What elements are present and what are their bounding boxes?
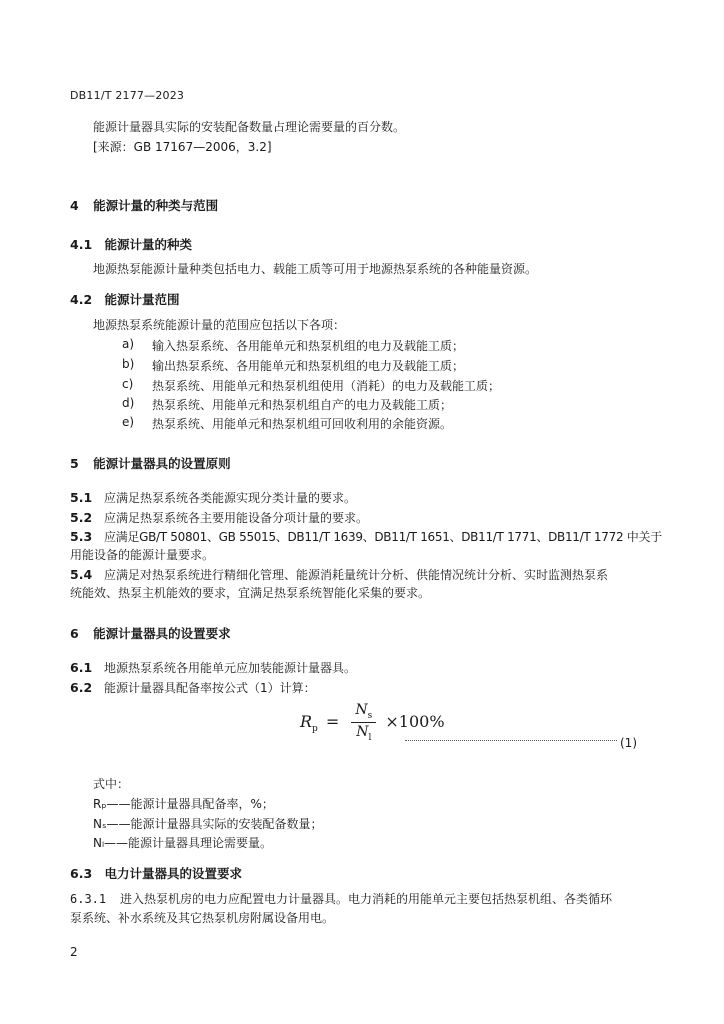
list-text: 输出热泵系统、各用能单元和热泵机组的电力及载能工质； (152, 359, 465, 373)
clause-text: 地源热泵系统各用能单元应加装能源计量器具。 (103, 661, 356, 675)
symbol-definition: ——能源计量器具配备率，%； (106, 797, 274, 811)
clause-number: 6.2 (70, 680, 93, 695)
subsection-number: 4.1 (70, 237, 93, 252)
list-marker: c) (122, 377, 134, 391)
clause-6-2 (70, 680, 316, 696)
section-4-heading (70, 196, 218, 214)
standard-code-header: DB11/T 2177—2023 (70, 89, 185, 102)
clause-text: 能源计量器具配备率按公式（1）计算： (103, 681, 316, 695)
list-marker: a) (122, 337, 135, 351)
section-number: 4 (70, 198, 79, 213)
clause-6-3-1 (70, 891, 612, 907)
formula-lhs: $R_p$ (300, 711, 318, 734)
equation-number: (1) (620, 736, 637, 750)
clause-text: 进入热泵机房的电力应配置电力计量器具。电力消耗的用能单元主要包括热泵机组、各类循环 (119, 892, 612, 906)
fraction-denominator: $N_l$ (356, 723, 372, 743)
clause-5-3-continued: 用能设备的能源计量要求。 (70, 548, 215, 562)
symbol: Nₗ (93, 836, 104, 850)
clause-number: 6.3.1 (70, 892, 107, 906)
list-item (122, 337, 464, 354)
formula-1 (300, 702, 445, 743)
list-item (122, 377, 500, 394)
list-text: 热泵系统、用能单元和热泵机组使用（消耗）的电力及载能工质； (152, 379, 501, 393)
clause-number: 5.1 (70, 490, 93, 505)
symbol-definition: ——能源计量器具理论需要量。 (103, 836, 272, 850)
clause-5-4-continued: 统能效、热泵主机能效的要求，宜满足热泵系统智能化采集的要求。 (70, 586, 431, 600)
list-marker: e) (122, 415, 135, 429)
list-marker: d) (122, 396, 135, 410)
symbol-definition: ——能源计量器具实际的安装配备数量； (106, 817, 323, 831)
formula-fraction (351, 702, 376, 743)
subsection-title: 能源计量的种类 (104, 237, 193, 252)
clause-text: 应满足对热泵系统进行精细化管理、能源消耗量统计分析、供能情况统计分析、实时监测热泵系 (103, 568, 608, 582)
section-title: 能源计量器具的设置要求 (93, 626, 231, 641)
list-item (122, 415, 452, 432)
formula-equals: = (325, 711, 340, 731)
clause-6-3-1-continued: 泵系统、补水系统及其它热泵机房附属设备用电。 (70, 911, 335, 925)
clause-number: 5.3 (70, 529, 93, 544)
clause-text: 应满足热泵系统各主要用能设备分项计量的要求。 (103, 511, 368, 525)
list-text: 热泵系统、用能单元和热泵机组自产的电力及载能工质； (152, 398, 453, 412)
list-item (122, 396, 452, 413)
page-number: 2 (70, 945, 78, 959)
clause-6-1 (70, 660, 356, 676)
definition-source: [来源：GB 17167—2006，3.2] (93, 140, 272, 154)
symbol: Nₛ (93, 817, 107, 831)
definition-text: 能源计量器具实际的安装配备数量占理论需要量的百分数。 (93, 120, 406, 134)
where-label: 式中： (93, 777, 130, 791)
section-title: 能源计量的种类与范围 (93, 198, 219, 213)
subsection-number: 4.2 (70, 292, 93, 307)
clause-5-3 (70, 529, 662, 545)
section-6-heading (70, 624, 231, 642)
paragraph-4-1: 地源热泵能源计量种类包括电力、载能工质等可用于地源热泵系统的各种能量资源。 (93, 262, 538, 276)
subsection-4-2-heading (70, 290, 180, 308)
paragraph-4-2-intro: 地源热泵系统能源计量的范围应包括以下各项： (93, 318, 346, 332)
equation-leader-dots (405, 740, 617, 741)
list-marker: b) (122, 357, 135, 371)
section-title: 能源计量器具的设置原则 (93, 456, 231, 471)
section-number: 6 (70, 626, 79, 641)
definition-row (93, 835, 272, 851)
list-text: 热泵系统、用能单元和热泵机组可回收利用的余能资源。 (152, 417, 453, 431)
formula-multiplier: ×100% (385, 711, 445, 731)
clause-5-2 (70, 510, 368, 526)
clause-number: 6.1 (70, 660, 93, 675)
clause-5-1 (70, 490, 356, 506)
clause-5-4 (70, 567, 608, 583)
subsection-title: 能源计量范围 (104, 292, 180, 307)
definition-row (93, 816, 322, 832)
list-text: 输入热泵系统、各用能单元和热泵机组的电力及载能工质； (152, 339, 465, 353)
clause-number: 5.4 (70, 567, 93, 582)
section-5-heading (70, 454, 231, 472)
subsection-title: 电力计量器具的设置要求 (104, 866, 243, 881)
subsection-6-3-heading (70, 864, 242, 882)
definition-row (93, 796, 274, 812)
subsection-number: 6.3 (70, 866, 93, 881)
clause-number: 5.2 (70, 510, 93, 525)
clause-text: 应满足热泵系统各类能源实现分类计量的要求。 (103, 491, 356, 505)
symbol: Rₚ (93, 797, 107, 811)
list-item (122, 357, 464, 374)
fraction-numerator: $N_s$ (351, 702, 376, 723)
clause-text: 应满足GB/T 50801、GB 55015、DB11/T 1639、DB11/T 1651、DB11/T 1771、DB11/T 1772 中关于 (103, 530, 662, 544)
subsection-4-1-heading (70, 235, 192, 253)
section-number: 5 (70, 456, 79, 471)
